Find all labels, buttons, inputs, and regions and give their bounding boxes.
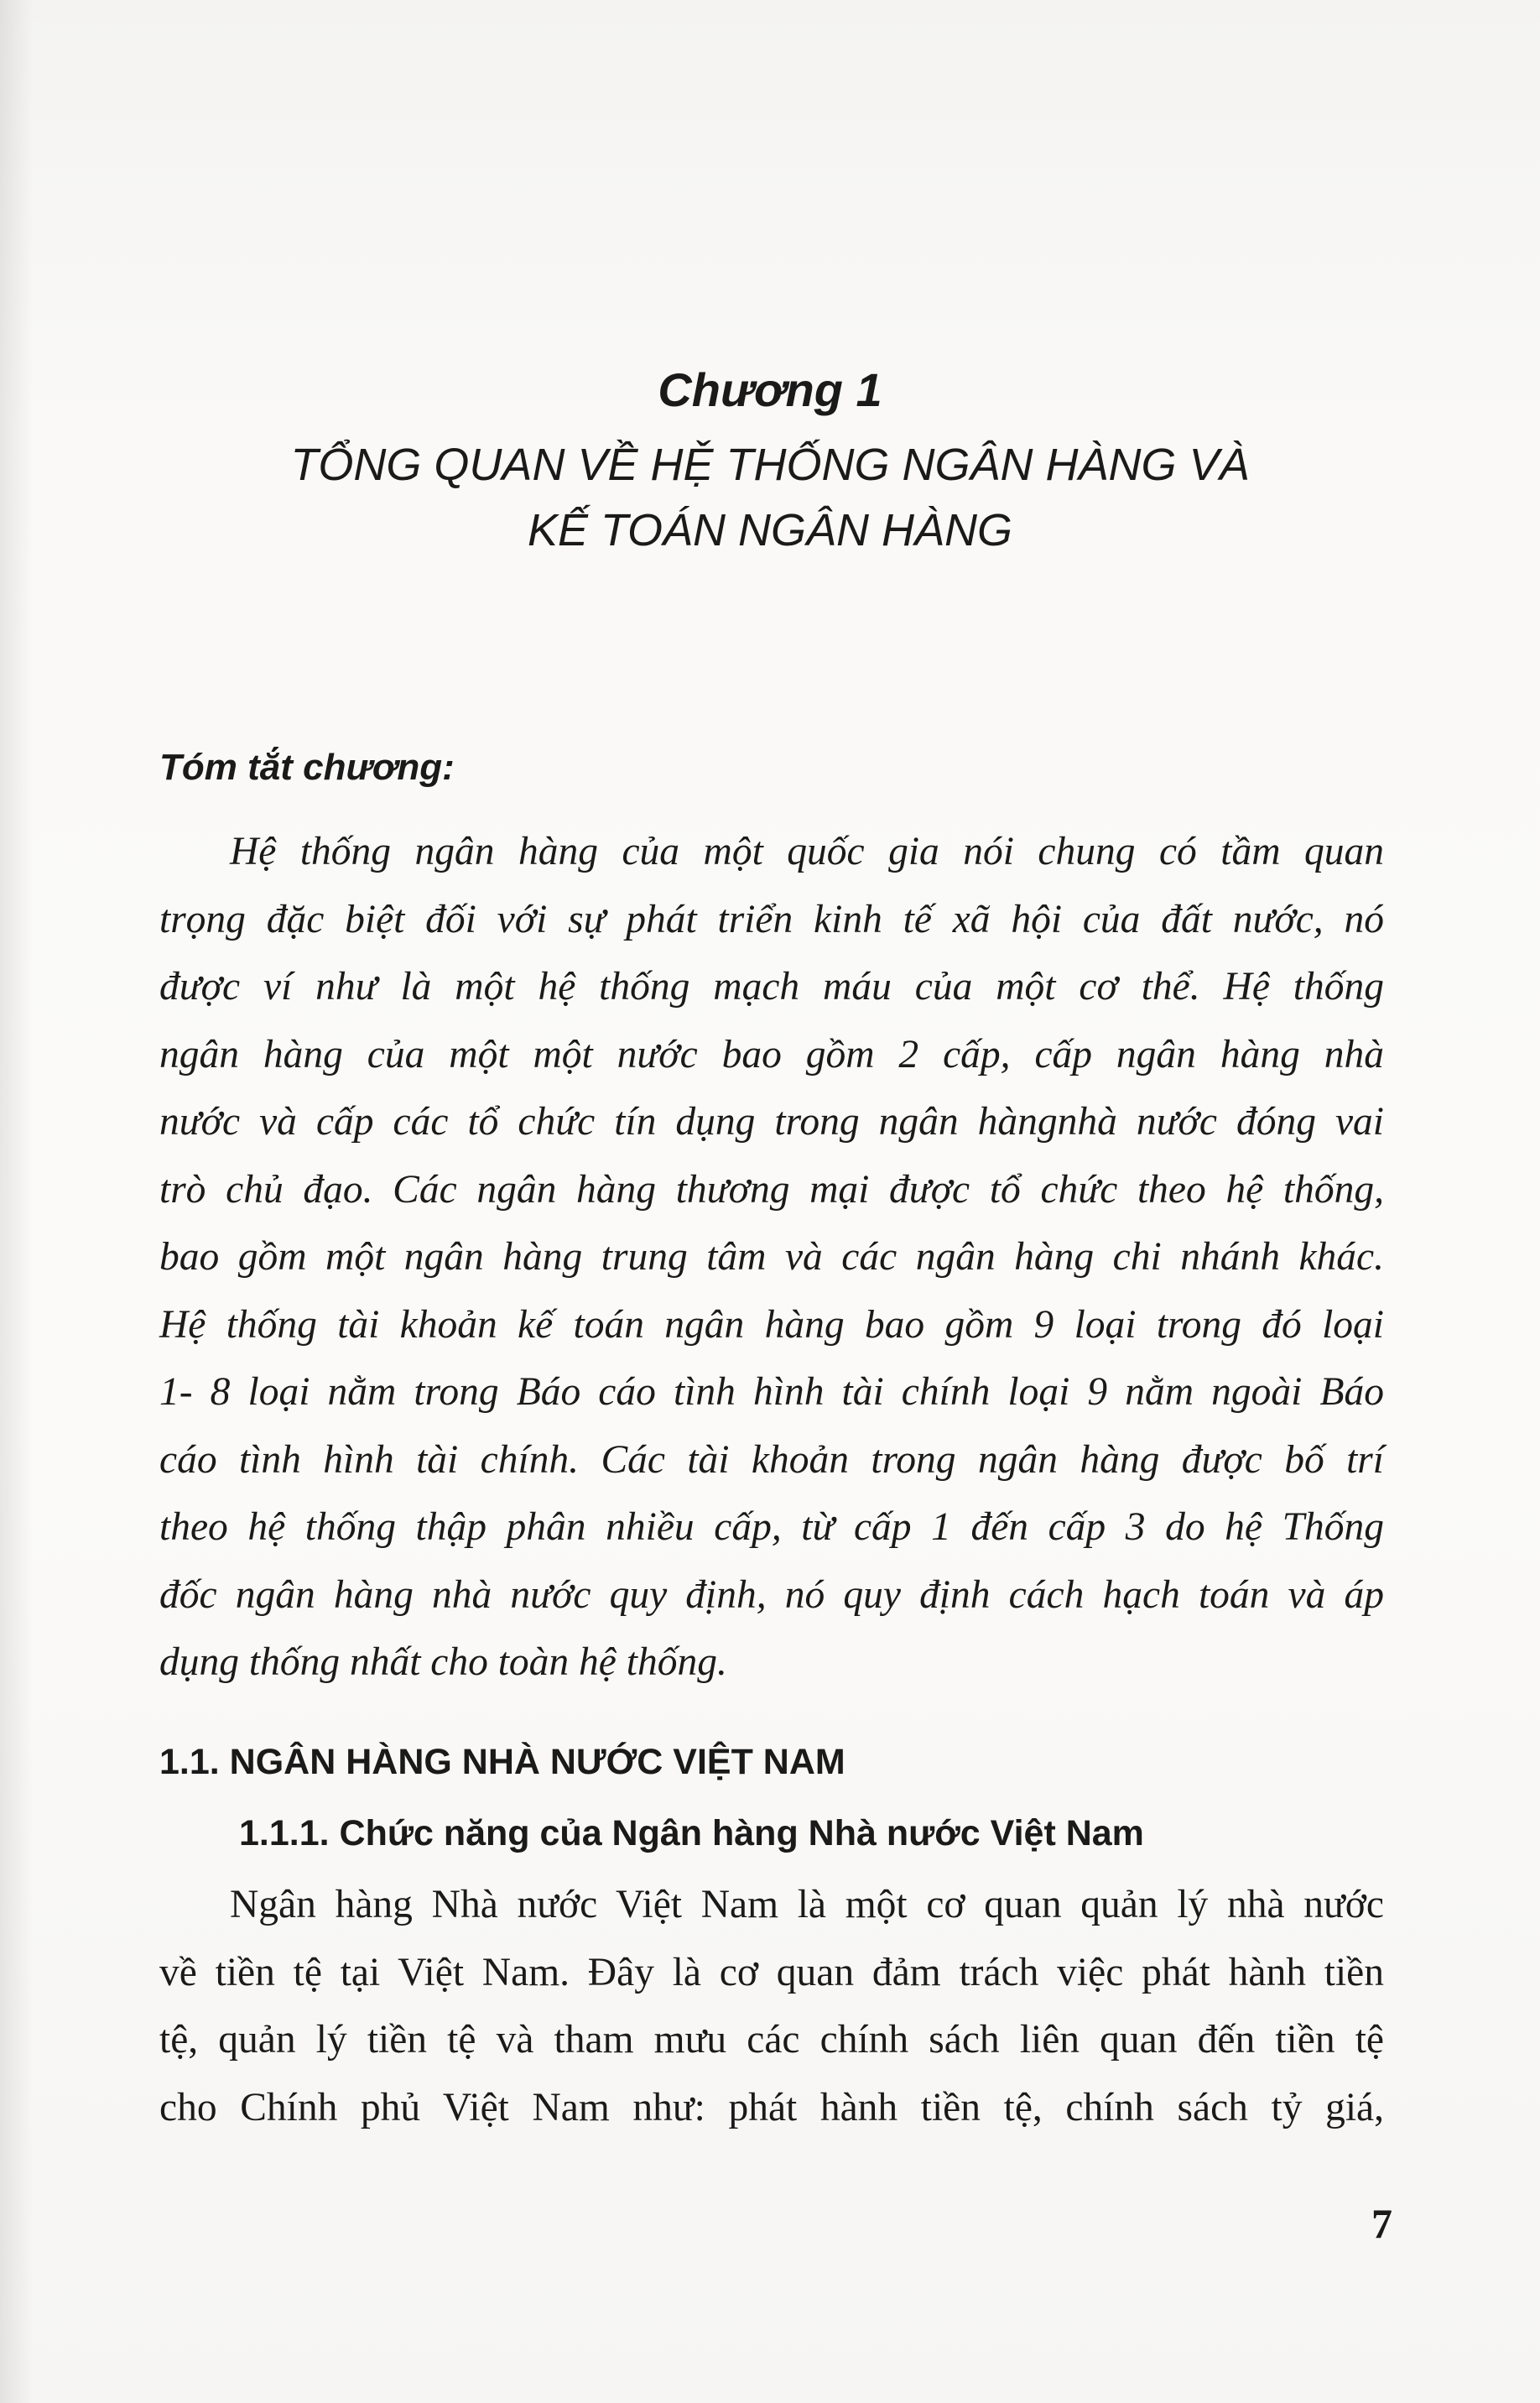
summary-line: Hệ thống tài khoản kế toán ngân hàng bao gồm 9 loại trong đó loại bbox=[159, 1302, 1384, 1347]
summary-line: Hệ thống ngân hàng của một quốc gia nói chung có tầm quan bbox=[230, 830, 1384, 873]
summary-line: đốc ngân hàng nhà nước quy định, nó quy định cách hạch toán và áp bbox=[159, 1572, 1384, 1617]
summary-heading: Tóm tắt chương: bbox=[159, 747, 455, 788]
summary-line: ngân hàng của một một nước bao gồm 2 cấp, cấp ngân hàng nhà bbox=[159, 1032, 1384, 1076]
summary-line: được ví như là một hệ thống mạch máu của một cơ thể. Hệ thống bbox=[159, 965, 1384, 1009]
summary-line: 1- 8 loại nằm trong Báo cáo tình hình tài chính loại 9 nằm ngoài Báo bbox=[159, 1370, 1384, 1414]
page-number: 7 bbox=[1371, 2200, 1392, 2247]
body-paragraph bbox=[159, 1871, 1384, 2141]
body-line: Ngân hàng Nhà nước Việt Nam là một cơ quan quản lý nhà nước bbox=[230, 1883, 1384, 1926]
subsection-heading: 1.1.1. Chức năng của Ngân hàng Nhà nước Việt Nam bbox=[239, 1813, 1144, 1853]
summary-paragraph bbox=[159, 818, 1384, 1697]
summary-line: dụng thống nhất cho toàn hệ thống. bbox=[159, 1640, 727, 1684]
section-heading: 1.1. NGÂN HÀNG NHÀ NƯỚC VIỆT NAM bbox=[159, 1742, 845, 1782]
body-line: về tiền tệ tại Việt Nam. Đây là cơ quan đảm trách việc phát hành tiền bbox=[159, 1950, 1384, 1994]
summary-line: bao gồm một ngân hàng trung tâm và các ngân hàng chi nhánh khác. bbox=[159, 1235, 1384, 1279]
body-line: cho Chính phủ Việt Nam như: phát hành tiền tệ, chính sách tỷ giá, bbox=[159, 2085, 1384, 2129]
chapter-title-line: TỔNG QUAN VỀ HỆ THỐNG NGÂN HÀNG VÀ bbox=[290, 440, 1250, 490]
chapter-title bbox=[0, 432, 1540, 563]
chapter-title-line: KẾ TOÁN NGÂN HÀNG bbox=[527, 505, 1013, 555]
body-line: tệ, quản lý tiền tệ và tham mưu các chính sách liên quan đến tiền tệ bbox=[159, 2018, 1384, 2062]
summary-line: trò chủ đạo. Các ngân hàng thương mại được tổ chức theo hệ thống, bbox=[159, 1167, 1384, 1212]
summary-line: theo hệ thống thập phân nhiều cấp, từ cấp 1 đến cấp 3 do hệ Thống bbox=[159, 1505, 1384, 1549]
chapter-number: Chương 1 bbox=[658, 363, 882, 416]
summary-line: trọng đặc biệt đối với sự phát triển kinh tế xã hội của đất nước, nó bbox=[159, 897, 1384, 941]
summary-line: cáo tình hình tài chính. Các tài khoản trong ngân hàng được bố trí bbox=[159, 1437, 1384, 1482]
summary-line: nước và cấp các tổ chức tín dụng trong ngân hàngnhà nước đóng vai bbox=[159, 1100, 1384, 1144]
